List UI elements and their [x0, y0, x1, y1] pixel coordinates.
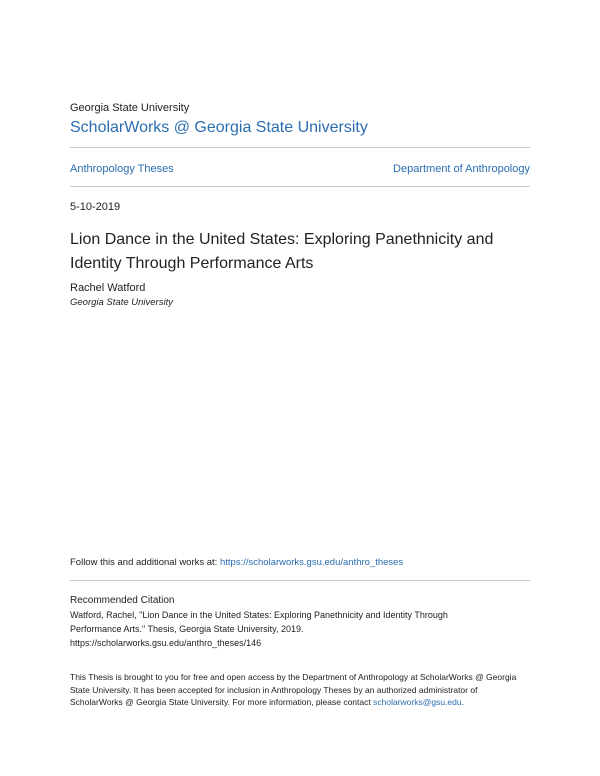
citation-divider — [70, 580, 530, 581]
access-notice — [70, 671, 530, 709]
author-affiliation: Georgia State University — [70, 297, 173, 308]
citation-url[interactable]: https://scholarworks.gsu.edu/anthro_theses/146 — [70, 638, 262, 648]
citation-body — [70, 608, 530, 650]
contact-email-link[interactable]: scholarworks@gsu.edu — [373, 697, 462, 707]
citation-line: Watford, Rachel, "Lion Dance in the United States: Exploring Panethnicity and Identity Through — [70, 610, 448, 620]
notice-end: . — [461, 697, 464, 707]
repository-link[interactable]: ScholarWorks @ Georgia State University — [70, 119, 368, 136]
follow-line — [70, 557, 403, 568]
series-link[interactable]: Anthropology Theses — [70, 163, 174, 175]
citation-heading: Recommended Citation — [70, 595, 175, 606]
follow-link[interactable]: https://scholarworks.gsu.edu/anthro_theses — [219, 557, 404, 568]
institution-name: Georgia State University — [70, 102, 190, 114]
publication-date: 5-10-2019 — [70, 201, 121, 213]
follow-text: Follow this and additional works at: — [70, 557, 220, 568]
header-divider — [70, 147, 530, 148]
department-link[interactable]: Department of Anthropology — [393, 163, 530, 175]
nav-divider — [70, 186, 530, 187]
citation-line: Performance Arts." Thesis, Georgia State University, 2019. — [70, 624, 304, 634]
document-title: Lion Dance in the United States: Exploring Panethnicity and Identity Through Performance Arts — [70, 231, 494, 272]
notice-text: This Thesis is brought to you for free and open access by the Department of Anthropology at ScholarWorks @ Georgia State University. It has been accepted for inclusion in Anthropology Theses by an authorized administrator of ScholarWorks @ Georgia State University. For more information, please contact — [70, 672, 517, 707]
author-name: Rachel Watford — [70, 282, 146, 294]
